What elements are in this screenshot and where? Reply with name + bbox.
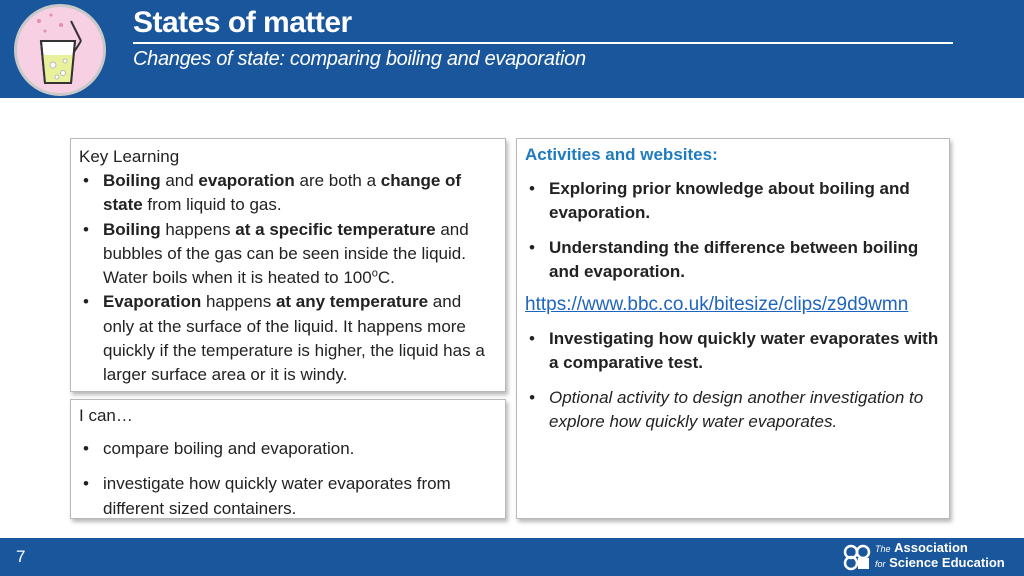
key-text: happens <box>160 219 236 239</box>
key-term: Evaporation <box>103 292 202 312</box>
key-term: change of state <box>103 171 462 215</box>
header-bar <box>0 0 1024 98</box>
title-divider <box>133 42 953 44</box>
key-text: C. <box>377 268 395 288</box>
bbc-bitesize-link[interactable]: https://www.bbc.co.uk/bitesize/clips/z9d9wmn <box>525 294 909 316</box>
page-subtitle: Changes of state: comparing boiling and evaporation <box>133 48 586 70</box>
beaker-with-straw-icon <box>14 4 106 96</box>
optional-activity-item: • Optional activity to design another investigation to explore how quickly water evaporates. <box>525 386 941 435</box>
ase-line2: Science Education <box>889 555 1005 570</box>
key-text: o <box>371 267 378 280</box>
key-term: at a specific temperature <box>235 219 436 239</box>
activity-item: • Investigating how quickly water evaporates with a comparative test. <box>525 327 941 376</box>
activity-item: • Understanding the difference between boiling and evaporation. <box>525 236 941 285</box>
activities-heading: Activities and websites: <box>525 145 718 164</box>
page-number: 7 <box>16 547 26 566</box>
key-text: and <box>160 171 199 190</box>
ase-wordmark <box>875 541 1005 571</box>
key-learning-list <box>79 169 497 388</box>
ase-the: The <box>875 544 891 554</box>
key-text: and bubbles of the gas can be seen inside the liquid. Water boils when it is heated to 100 <box>103 219 469 288</box>
ase-line1: Association <box>894 540 968 555</box>
activities-box <box>516 138 950 519</box>
key-term: evaporation <box>198 171 295 190</box>
activities-list-continued <box>525 327 941 434</box>
footer-bar <box>0 538 1024 576</box>
i-can-heading: I can… <box>79 406 133 425</box>
key-text: happens <box>201 292 276 312</box>
key-learning-item <box>79 290 497 387</box>
key-text: are both a <box>294 171 381 190</box>
key-learning-heading: Key Learning <box>79 147 180 166</box>
key-term: Boiling <box>103 219 161 239</box>
key-term: at any temperature <box>275 292 429 312</box>
key-text: from liquid to gas. <box>142 195 282 215</box>
page-title: States of matter <box>133 6 352 39</box>
i-can-box <box>70 399 506 519</box>
i-can-list <box>79 437 497 521</box>
activities-list <box>525 177 941 284</box>
key-text: and only at the surface of the liquid. It happens more quickly if the temperature is higher, the liquid has a larger surface area or it is windy. <box>103 292 485 385</box>
key-learning-box <box>70 138 506 392</box>
key-learning-item <box>79 169 497 218</box>
activity-item: • Exploring prior knowledge about boiling and evaporation. <box>525 177 941 226</box>
ase-for: for <box>875 559 886 569</box>
i-can-item: • compare boiling and evaporation. <box>79 437 497 461</box>
ase-logo-icon <box>843 543 871 571</box>
key-term: Boiling <box>103 171 161 190</box>
i-can-item: • investigate how quickly water evaporates from different sized containers. <box>79 472 497 521</box>
key-learning-item <box>79 218 497 291</box>
